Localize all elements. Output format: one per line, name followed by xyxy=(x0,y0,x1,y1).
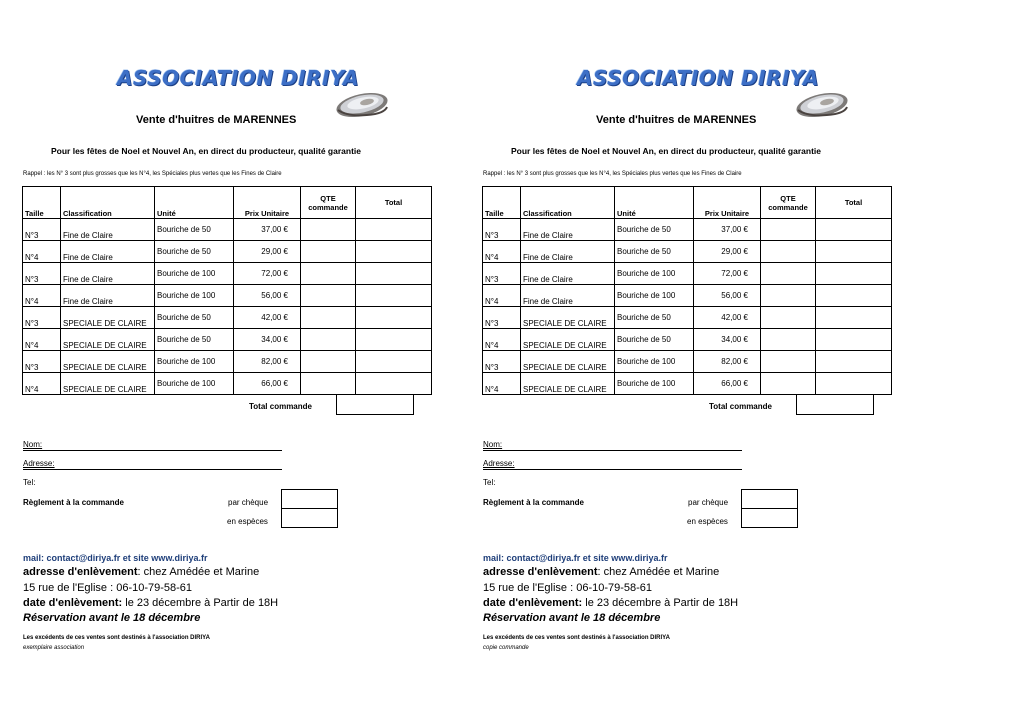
copy-label: copie commande xyxy=(483,645,529,651)
reservation-deadline: Réservation avant le 18 décembre xyxy=(483,612,661,624)
order-table xyxy=(482,186,892,395)
address-label: Adresse: xyxy=(23,459,55,468)
table-row xyxy=(483,241,892,263)
table-row xyxy=(483,329,892,351)
row-size: N°3 xyxy=(23,219,61,241)
tel-label: Tel: xyxy=(23,478,36,487)
reservation-deadline: Réservation avant le 18 décembre xyxy=(23,612,201,624)
row-total-field xyxy=(816,219,892,241)
row-total-field xyxy=(356,373,432,395)
row-qte-field[interactable] xyxy=(761,373,816,395)
row-price: 37,00 € xyxy=(694,219,761,241)
tel-label: Tel: xyxy=(483,478,496,487)
cash-field[interactable] xyxy=(741,508,798,528)
row-price: 72,00 € xyxy=(234,263,301,285)
table-row xyxy=(483,307,892,329)
table-row xyxy=(23,329,432,351)
row-classification: Fine de Claire xyxy=(61,241,155,263)
total-order-label: Total commande xyxy=(249,402,312,411)
row-classification: SPECIALE DE CLAIRE xyxy=(521,373,615,395)
name-label: Nom: xyxy=(483,440,503,449)
row-price: 37,00 € xyxy=(234,219,301,241)
row-classification: Fine de Claire xyxy=(61,219,155,241)
row-qte-field[interactable] xyxy=(301,307,356,329)
payment-label: Règlement à la commande xyxy=(483,498,584,507)
footer-note: Les excédents de ces ventes sont destinés à l'association DIRIYA xyxy=(483,635,670,641)
row-classification: SPECIALE DE CLAIRE xyxy=(521,307,615,329)
row-classification: SPECIALE DE CLAIRE xyxy=(61,373,155,395)
row-price: 42,00 € xyxy=(694,307,761,329)
row-total-field xyxy=(816,285,892,307)
pickup-street: 15 rue de l'Eglise : 06-10-79-58-61 xyxy=(483,582,653,594)
sale-subtitle: Vente d'huitres de MARENNES xyxy=(596,114,757,126)
header-price: Prix Unitaire xyxy=(694,187,761,219)
row-classification: Fine de Claire xyxy=(521,241,615,263)
row-classification: SPECIALE DE CLAIRE xyxy=(521,351,615,373)
row-size: N°3 xyxy=(483,263,521,285)
row-qte-field[interactable] xyxy=(301,241,356,263)
header-qte: QTE commande xyxy=(301,187,356,219)
row-size: N°4 xyxy=(483,329,521,351)
row-qte-field[interactable] xyxy=(301,285,356,307)
row-price: 66,00 € xyxy=(234,373,301,395)
row-qte-field[interactable] xyxy=(761,241,816,263)
row-size: N°4 xyxy=(23,285,61,307)
payment-label: Règlement à la commande xyxy=(23,498,124,507)
row-qte-field[interactable] xyxy=(761,219,816,241)
pickup-date: date d'enlèvement: le 23 décembre à Partir de 18H xyxy=(23,597,279,609)
table-row xyxy=(23,285,432,307)
name-field[interactable] xyxy=(483,450,742,451)
pickup-date: date d'enlèvement: le 23 décembre à Partir de 18H xyxy=(483,597,739,609)
row-qte-field[interactable] xyxy=(761,307,816,329)
header-classification: Classification xyxy=(61,187,155,219)
order-form-customer-copy xyxy=(482,0,942,724)
row-classification: Fine de Claire xyxy=(521,263,615,285)
row-unit: Bouriche de 100 xyxy=(615,351,694,373)
row-total-field xyxy=(356,351,432,373)
row-total-field xyxy=(816,307,892,329)
row-total-field xyxy=(356,219,432,241)
table-row xyxy=(483,351,892,373)
row-price: 29,00 € xyxy=(234,241,301,263)
table-header-row xyxy=(23,187,432,219)
table-row xyxy=(23,351,432,373)
row-unit: Bouriche de 50 xyxy=(615,219,694,241)
row-total-field xyxy=(356,241,432,263)
row-size: N°4 xyxy=(483,373,521,395)
size-reminder-note: Rappel : les N° 3 sont plus grosses que les N°4, les Spéciales plus vertes que les Fines de Claire xyxy=(23,171,282,177)
row-total-field xyxy=(816,263,892,285)
row-unit: Bouriche de 100 xyxy=(155,373,234,395)
row-price: 56,00 € xyxy=(234,285,301,307)
cash-label: en espèces xyxy=(227,517,268,526)
row-classification: SPECIALE DE CLAIRE xyxy=(61,351,155,373)
row-price: 56,00 € xyxy=(694,285,761,307)
header-size: Taille xyxy=(483,187,521,219)
contact-mail: mail: contact@diriya.fr et site www.diriya.fr xyxy=(23,553,208,563)
name-label: Nom: xyxy=(23,440,43,449)
row-qte-field[interactable] xyxy=(301,373,356,395)
total-order-field[interactable] xyxy=(336,394,414,415)
table-row xyxy=(483,285,892,307)
order-table xyxy=(22,186,432,395)
table-row xyxy=(23,263,432,285)
oyster-image xyxy=(335,88,389,122)
row-total-field xyxy=(816,351,892,373)
copy-label: exemplaire association xyxy=(23,645,85,651)
row-price: 82,00 € xyxy=(694,351,761,373)
footer-note: Les excédents de ces ventes sont destinés à l'association DIRIYA xyxy=(23,635,210,641)
row-qte-field[interactable] xyxy=(761,285,816,307)
row-total-field xyxy=(356,307,432,329)
table-header-row xyxy=(483,187,892,219)
row-price: 34,00 € xyxy=(694,329,761,351)
row-price: 82,00 € xyxy=(234,351,301,373)
row-classification: Fine de Claire xyxy=(61,263,155,285)
row-unit: Bouriche de 50 xyxy=(155,307,234,329)
association-title: ASSOCIATION DIRIYA xyxy=(117,66,359,90)
table-row xyxy=(23,219,432,241)
cheque-label: par chèque xyxy=(228,498,269,507)
pickup-address: adresse d'enlèvement: chez Amédée et Marine xyxy=(23,566,260,578)
pickup-street: 15 rue de l'Eglise : 06-10-79-58-61 xyxy=(23,582,193,594)
address-label: Adresse: xyxy=(483,459,515,468)
tagline: Pour les fêtes de Noel et Nouvel An, en direct du producteur, qualité garantie xyxy=(51,146,361,156)
row-size: N°4 xyxy=(483,285,521,307)
table-row xyxy=(483,219,892,241)
pickup-address: adresse d'enlèvement: chez Amédée et Marine xyxy=(483,566,720,578)
header-size: Taille xyxy=(23,187,61,219)
size-reminder-note: Rappel : les N° 3 sont plus grosses que les N°4, les Spéciales plus vertes que les Fines de Claire xyxy=(483,171,742,177)
association-title: ASSOCIATION DIRIYA xyxy=(577,66,819,90)
cash-field[interactable] xyxy=(281,508,338,528)
cheque-label: par chèque xyxy=(688,498,729,507)
row-price: 34,00 € xyxy=(234,329,301,351)
row-total-field xyxy=(356,285,432,307)
row-size: N°3 xyxy=(483,219,521,241)
row-total-field xyxy=(356,329,432,351)
row-unit: Bouriche de 100 xyxy=(615,285,694,307)
row-size: N°3 xyxy=(23,263,61,285)
row-size: N°3 xyxy=(23,307,61,329)
cash-label: en espèces xyxy=(687,517,728,526)
row-size: N°3 xyxy=(483,307,521,329)
row-qte-field[interactable] xyxy=(301,219,356,241)
row-unit: Bouriche de 100 xyxy=(155,285,234,307)
total-order-label: Total commande xyxy=(709,402,772,411)
row-size: N°4 xyxy=(23,241,61,263)
row-unit: Bouriche de 100 xyxy=(615,373,694,395)
total-order-field[interactable] xyxy=(796,394,874,415)
header-classification: Classification xyxy=(521,187,615,219)
row-size: N°3 xyxy=(23,351,61,373)
row-classification: SPECIALE DE CLAIRE xyxy=(61,307,155,329)
row-price: 42,00 € xyxy=(234,307,301,329)
row-unit: Bouriche de 50 xyxy=(155,329,234,351)
row-total-field xyxy=(816,241,892,263)
cheque-field[interactable] xyxy=(281,489,338,509)
row-size: N°3 xyxy=(483,351,521,373)
name-field[interactable] xyxy=(23,450,282,451)
header-unit: Unité xyxy=(615,187,694,219)
row-classification: SPECIALE DE CLAIRE xyxy=(521,329,615,351)
row-qte-field[interactable] xyxy=(761,329,816,351)
row-unit: Bouriche de 50 xyxy=(155,241,234,263)
row-unit: Bouriche de 50 xyxy=(615,329,694,351)
header-qte: QTE commande xyxy=(761,187,816,219)
tagline: Pour les fêtes de Noel et Nouvel An, en direct du producteur, qualité garantie xyxy=(511,146,821,156)
row-qte-field[interactable] xyxy=(761,351,816,373)
row-unit: Bouriche de 50 xyxy=(615,307,694,329)
contact-mail: mail: contact@diriya.fr et site www.diriya.fr xyxy=(483,553,668,563)
row-price: 66,00 € xyxy=(694,373,761,395)
address-field[interactable] xyxy=(483,469,742,470)
row-qte-field[interactable] xyxy=(301,351,356,373)
row-unit: Bouriche de 100 xyxy=(615,263,694,285)
table-row xyxy=(483,263,892,285)
row-price: 29,00 € xyxy=(694,241,761,263)
row-unit: Bouriche de 50 xyxy=(615,241,694,263)
row-classification: Fine de Claire xyxy=(521,219,615,241)
row-unit: Bouriche de 50 xyxy=(155,219,234,241)
row-qte-field[interactable] xyxy=(301,263,356,285)
oyster-image xyxy=(795,88,849,122)
header-unit: Unité xyxy=(155,187,234,219)
row-qte-field[interactable] xyxy=(301,329,356,351)
row-classification: Fine de Claire xyxy=(521,285,615,307)
sale-subtitle: Vente d'huitres de MARENNES xyxy=(136,114,297,126)
order-form-association-copy xyxy=(22,0,482,724)
row-total-field xyxy=(816,373,892,395)
row-total-field xyxy=(356,263,432,285)
cheque-field[interactable] xyxy=(741,489,798,509)
row-size: N°4 xyxy=(23,373,61,395)
table-row xyxy=(23,241,432,263)
row-qte-field[interactable] xyxy=(761,263,816,285)
header-total: Total xyxy=(356,187,432,219)
row-total-field xyxy=(816,329,892,351)
row-classification: Fine de Claire xyxy=(61,285,155,307)
table-row xyxy=(23,307,432,329)
row-unit: Bouriche de 100 xyxy=(155,263,234,285)
row-classification: SPECIALE DE CLAIRE xyxy=(61,329,155,351)
address-field[interactable] xyxy=(23,469,282,470)
header-price: Prix Unitaire xyxy=(234,187,301,219)
row-price: 72,00 € xyxy=(694,263,761,285)
row-size: N°4 xyxy=(23,329,61,351)
table-row xyxy=(23,373,432,395)
row-unit: Bouriche de 100 xyxy=(155,351,234,373)
table-row xyxy=(483,373,892,395)
row-size: N°4 xyxy=(483,241,521,263)
header-total: Total xyxy=(816,187,892,219)
